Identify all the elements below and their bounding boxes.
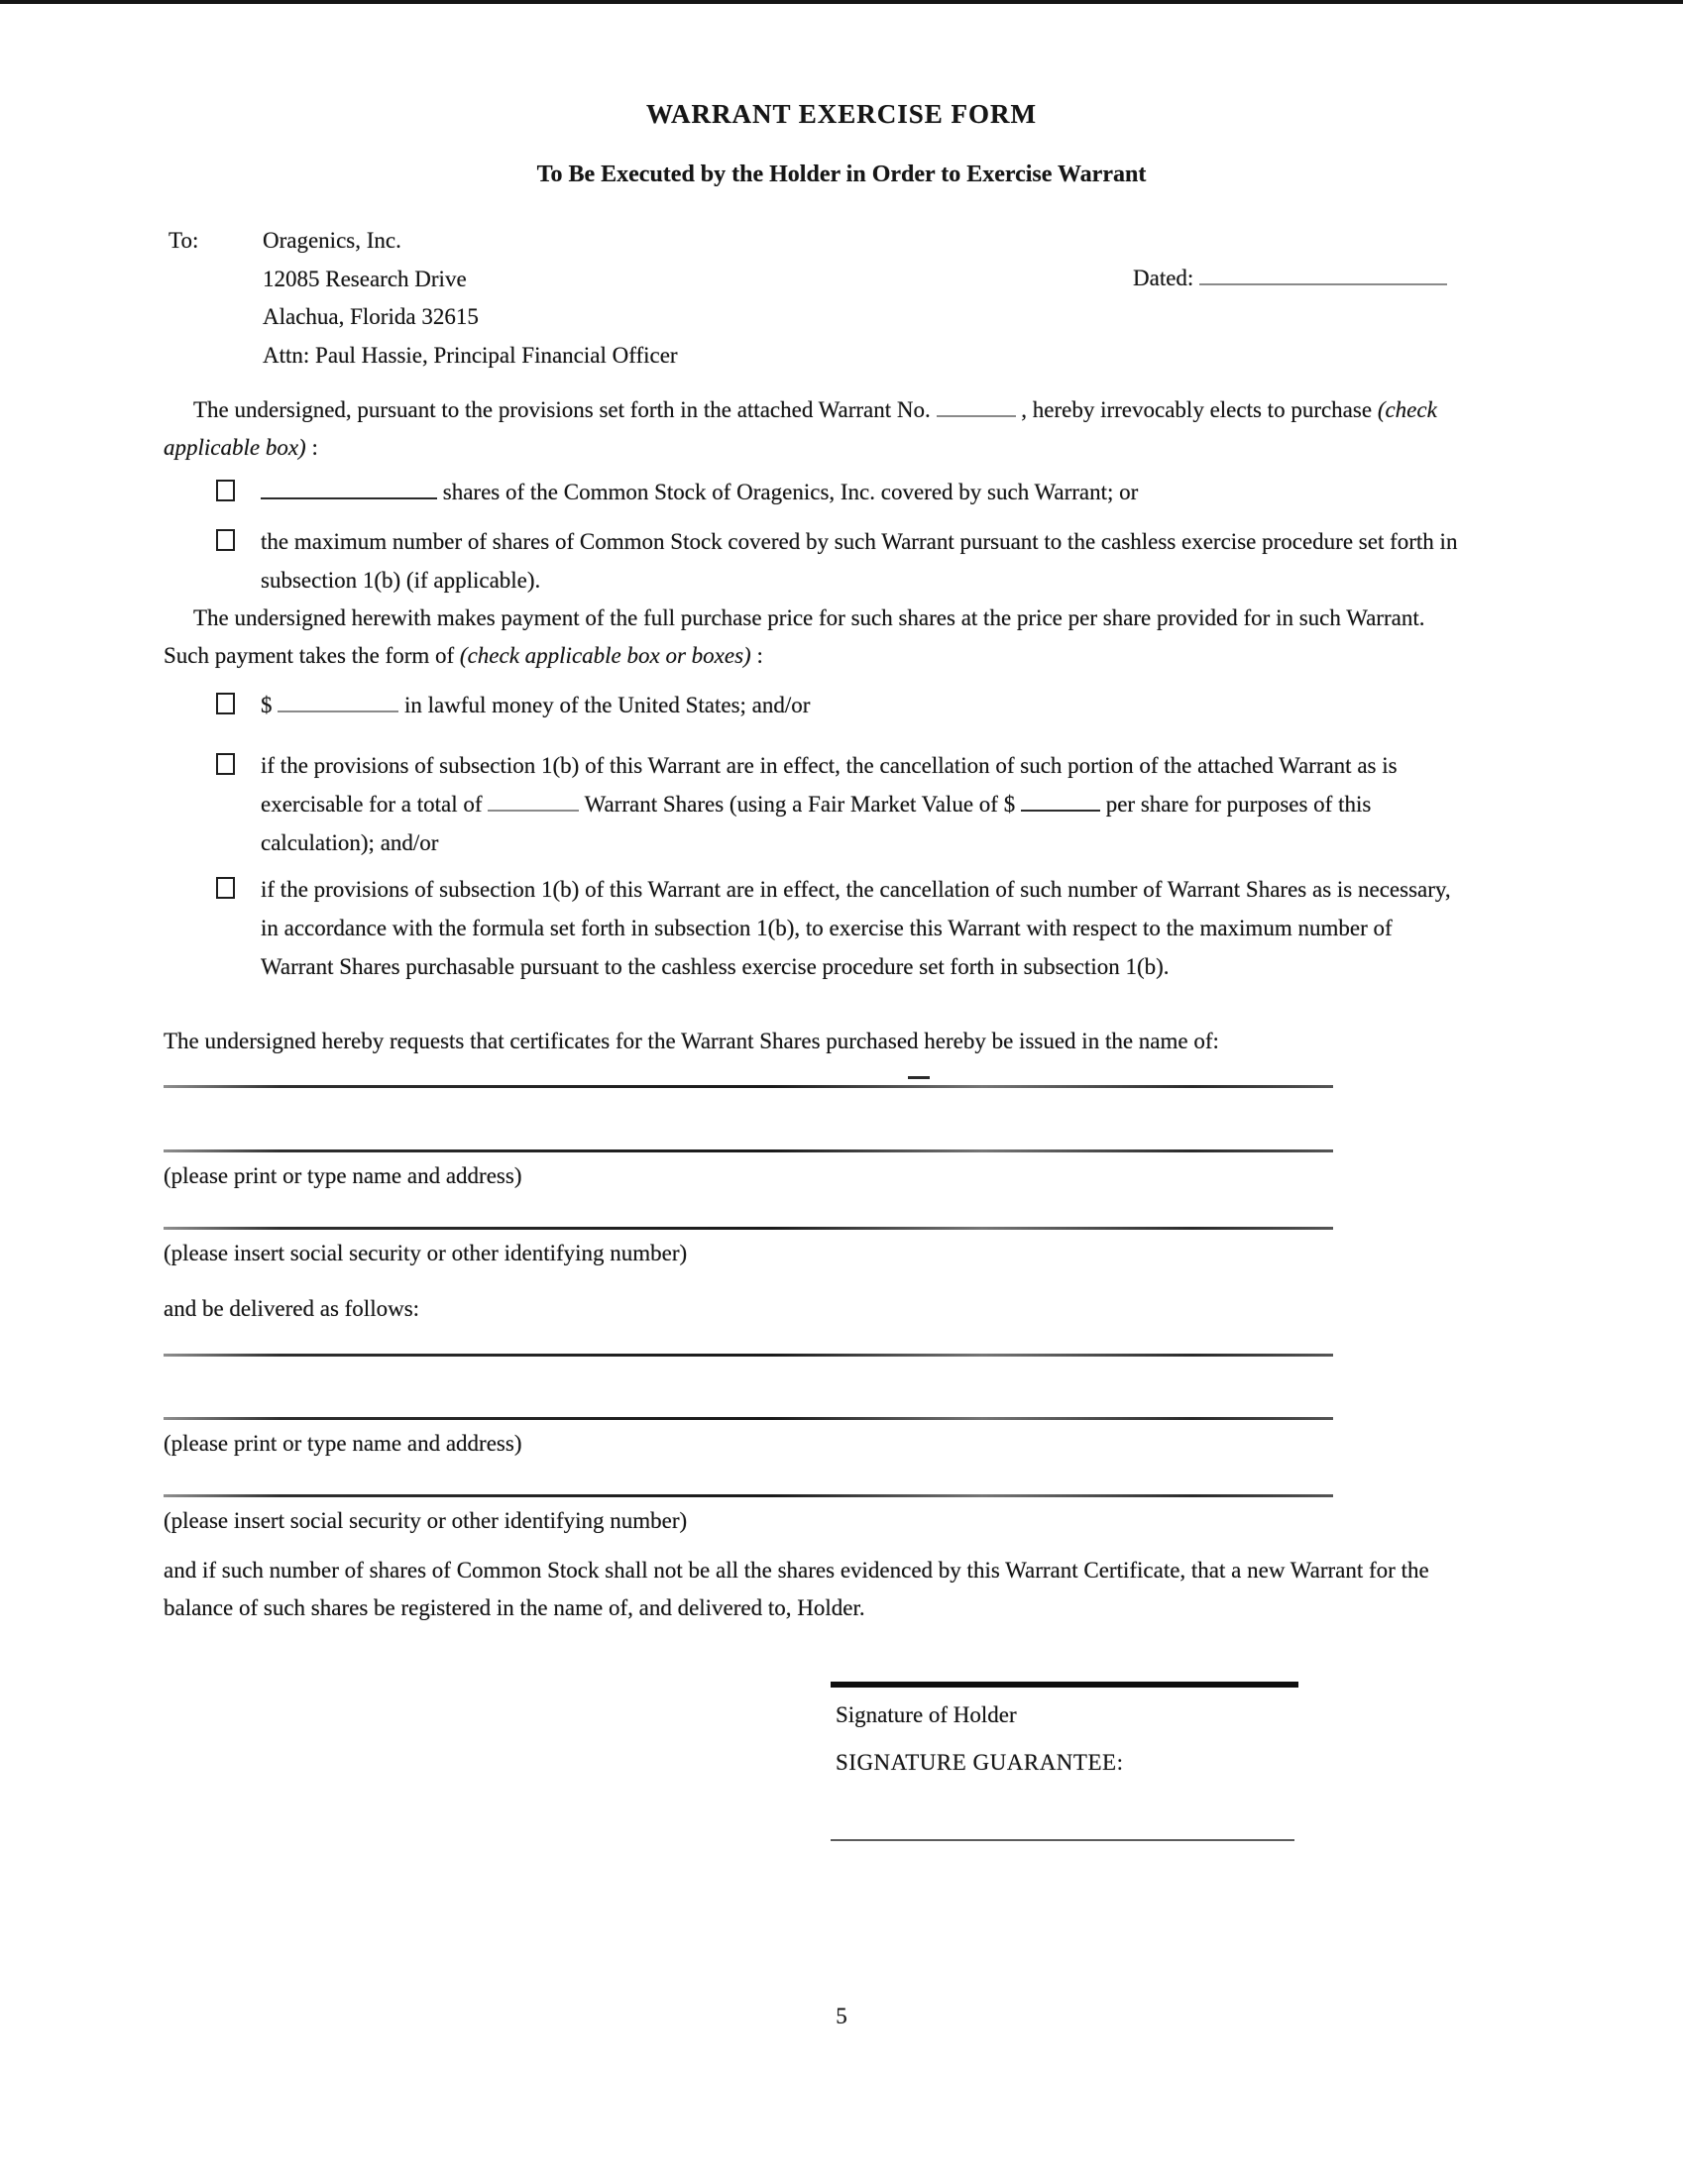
signature-holder-label: Signature of Holder — [836, 1702, 1017, 1727]
delivery-ssn-line[interactable] — [164, 1494, 1333, 1497]
ssn-hint-2: (please insert social security or other identifying number) — [164, 1508, 688, 1533]
closing-paragraph: and if such number of shares of Common Stock shall not be all the shares evidenced by this Warrant Certificate, that a new Warrant for the balance of such shares be registered in the name of, and delivered to, Holder. — [164, 1558, 1429, 1620]
recipient-address-block — [263, 222, 678, 375]
payment-cancel-post: per share for purposes of this calculation); and/or — [261, 792, 1372, 855]
recipient-city-state: Alachua, Florida 32615 — [263, 304, 479, 329]
fair-market-value-field[interactable] — [1021, 789, 1100, 812]
payment-intro-paragraph — [164, 600, 1457, 675]
recipient-attn: Attn: Paul Hassie, Principal Financial Officer — [263, 342, 678, 368]
cancellation-checkbox[interactable] — [216, 753, 235, 775]
election-intro-pre: The undersigned, pursuant to the provisions set forth in the attached Warrant No. — [193, 397, 931, 422]
warrant-shares-total-field[interactable] — [488, 789, 579, 812]
delivery-name-line-2[interactable] — [164, 1417, 1333, 1420]
issue-name-line-2[interactable] — [164, 1149, 1333, 1152]
stray-dash-mark — [908, 1076, 930, 1079]
payment-cash-text — [261, 686, 1460, 724]
payment-cancellation-row — [216, 746, 1460, 862]
warrant-number-field[interactable] — [937, 394, 1016, 417]
dated-label: Dated: — [1133, 266, 1194, 290]
certificates-request-paragraph: The undersigned hereby requests that certificates for the Warrant Shares purchased hereby be issued in the name of: — [164, 1029, 1219, 1053]
payment-cash-suffix: in lawful money of the United States; and/or — [404, 693, 811, 717]
recipient-company: Oragenics, Inc. — [263, 228, 401, 253]
shares-checkbox[interactable] — [216, 480, 235, 501]
option-shares-suffix: shares of the Common Stock of Oragenics, Inc. covered by such Warrant; or — [442, 480, 1139, 504]
payment-cash-row — [216, 686, 1460, 724]
issue-name-line-1[interactable] — [164, 1085, 1333, 1088]
scan-edge-artifact — [0, 0, 1683, 4]
election-intro-colon: : — [311, 435, 318, 460]
option-cashless-text: the maximum number of shares of Common Stock covered by such Warrant pursuant to the cashless exercise procedure set forth in subsection 1(b) (if applicable). — [261, 529, 1458, 593]
cashless-checkbox[interactable] — [216, 529, 235, 551]
payment-cancel-pre: if the provisions of subsection 1(b) of this Warrant are in effect, the cancellation of such portion of the attached Warrant as is exercisable for a total of — [261, 753, 1398, 817]
shares-count-field[interactable] — [261, 477, 437, 499]
name-address-hint-2: (please print or type name and address) — [164, 1431, 522, 1456]
name-address-hint-1: (please print or type name and address) — [164, 1163, 522, 1188]
dated-field[interactable] — [1199, 263, 1447, 285]
payment-intro-italic: (check applicable box or boxes) — [459, 643, 751, 668]
payment-formula-text: if the provisions of subsection 1(b) of this Warrant are in effect, the cancellation of such number of Warrant Shares as is necessary, in accordance with the formula set forth in subsection 1(b), to exercise this Warrant with respect to the maximum number of Warrant Shares purchasable pursuant to the cashless exercise procedure set forth in subsection 1(b). — [261, 877, 1451, 979]
formula-checkbox[interactable] — [216, 877, 235, 899]
page-title: WARRANT EXERCISE FORM — [645, 99, 1038, 129]
cash-checkbox[interactable] — [216, 693, 235, 714]
ssn-hint-1: (please insert social security or other identifying number) — [164, 1241, 688, 1265]
payment-intro-pre: The undersigned herewith makes payment of the full purchase price for such shares at the price per share provided for in such Warrant. Such payment takes the form of — [164, 605, 1425, 668]
page-number: 5 — [836, 2004, 847, 2028]
dated-row — [1133, 260, 1447, 297]
delivery-name-line-1[interactable] — [164, 1354, 1333, 1357]
signature-guarantee-label: SIGNATURE GUARANTEE: — [836, 1750, 1124, 1775]
to-label: To: — [168, 228, 199, 253]
issue-ssn-line[interactable] — [164, 1227, 1333, 1230]
option-shares-row — [216, 473, 1460, 511]
election-intro-mid: , hereby irrevocably elects to purchase — [1021, 397, 1378, 422]
recipient-street: 12085 Research Drive — [263, 266, 467, 291]
signature-guarantee-line[interactable] — [831, 1839, 1294, 1841]
payment-formula-row — [216, 870, 1460, 986]
payment-cancel-mid: Warrant Shares (using a Fair Market Value of $ — [584, 792, 1016, 817]
payment-intro-colon: : — [756, 643, 763, 668]
page-subtitle: To Be Executed by the Holder in Order to Exercise Warrant — [536, 162, 1147, 187]
election-intro-paragraph — [164, 391, 1457, 467]
election-intro-italic: (check applicable box) — [164, 397, 1437, 460]
payment-cash-prefix: $ — [261, 693, 273, 717]
delivery-heading: and be delivered as follows: — [164, 1296, 420, 1321]
signature-line[interactable] — [831, 1682, 1298, 1688]
payment-cancellation-text — [261, 746, 1460, 862]
cash-amount-field[interactable] — [278, 690, 398, 712]
option-cashless-row — [216, 522, 1460, 600]
option-shares-text — [261, 473, 1460, 511]
